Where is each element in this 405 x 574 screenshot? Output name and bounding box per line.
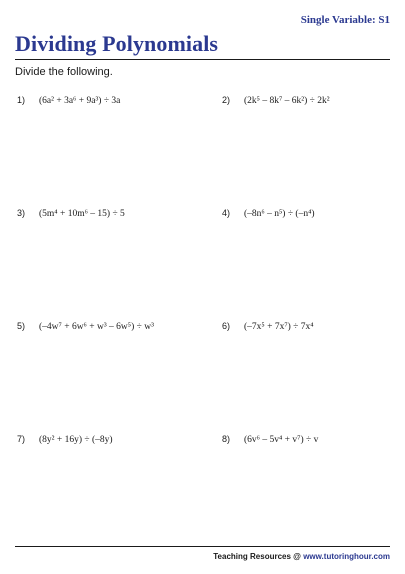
- problem-expression: (6v⁶ – 5v⁴ + v⁷) ÷ v: [244, 435, 319, 445]
- problem-number: 6): [222, 321, 231, 331]
- problem-1: [17, 95, 120, 106]
- problem-expression: (8y² + 16y) ÷ (–8y): [39, 435, 113, 445]
- problem-expression: (–7x⁵ + 7x⁷) ÷ 7x⁴: [244, 322, 314, 332]
- problem-number: 7): [17, 434, 26, 444]
- problem-4: [222, 208, 315, 219]
- problem-2: [222, 95, 330, 106]
- problem-7: [17, 434, 113, 445]
- problem-expression: (2k⁵ – 8k⁷ – 6k²) ÷ 2k²: [244, 96, 330, 106]
- header-divider: [15, 59, 390, 60]
- problem-8: [222, 434, 318, 445]
- problem-6: [222, 321, 314, 332]
- problem-number: 3): [17, 208, 26, 218]
- problem-expression: (5m⁴ + 10m⁶ – 15) ÷ 5: [39, 209, 125, 219]
- problem-expression: (6a² + 3a⁶ + 9a³) ÷ 3a: [39, 96, 121, 106]
- footer-link[interactable]: www.tutoringhour.com: [303, 552, 390, 561]
- problem-number: 4): [222, 208, 231, 218]
- footer: [213, 552, 390, 561]
- problem-number: 1): [17, 95, 26, 105]
- footer-divider: [15, 546, 390, 547]
- problem-number: 2): [222, 95, 231, 105]
- problem-3: [17, 208, 125, 219]
- footer-label: Teaching Resources @: [213, 552, 301, 561]
- problem-5: [17, 321, 154, 332]
- page-title: Dividing Polynomials: [15, 31, 219, 56]
- problem-expression: (–8n⁶ – n⁵) ÷ (–n⁴): [244, 209, 315, 219]
- problem-number: 5): [17, 321, 26, 331]
- problem-number: 8): [222, 434, 231, 444]
- problem-expression: (–4w⁷ + 6w⁶ + w³ – 6w⁵) ÷ w³: [39, 322, 154, 332]
- worksheet-variant: Single Variable: S1: [300, 14, 390, 26]
- instructions: Divide the following.: [15, 66, 113, 78]
